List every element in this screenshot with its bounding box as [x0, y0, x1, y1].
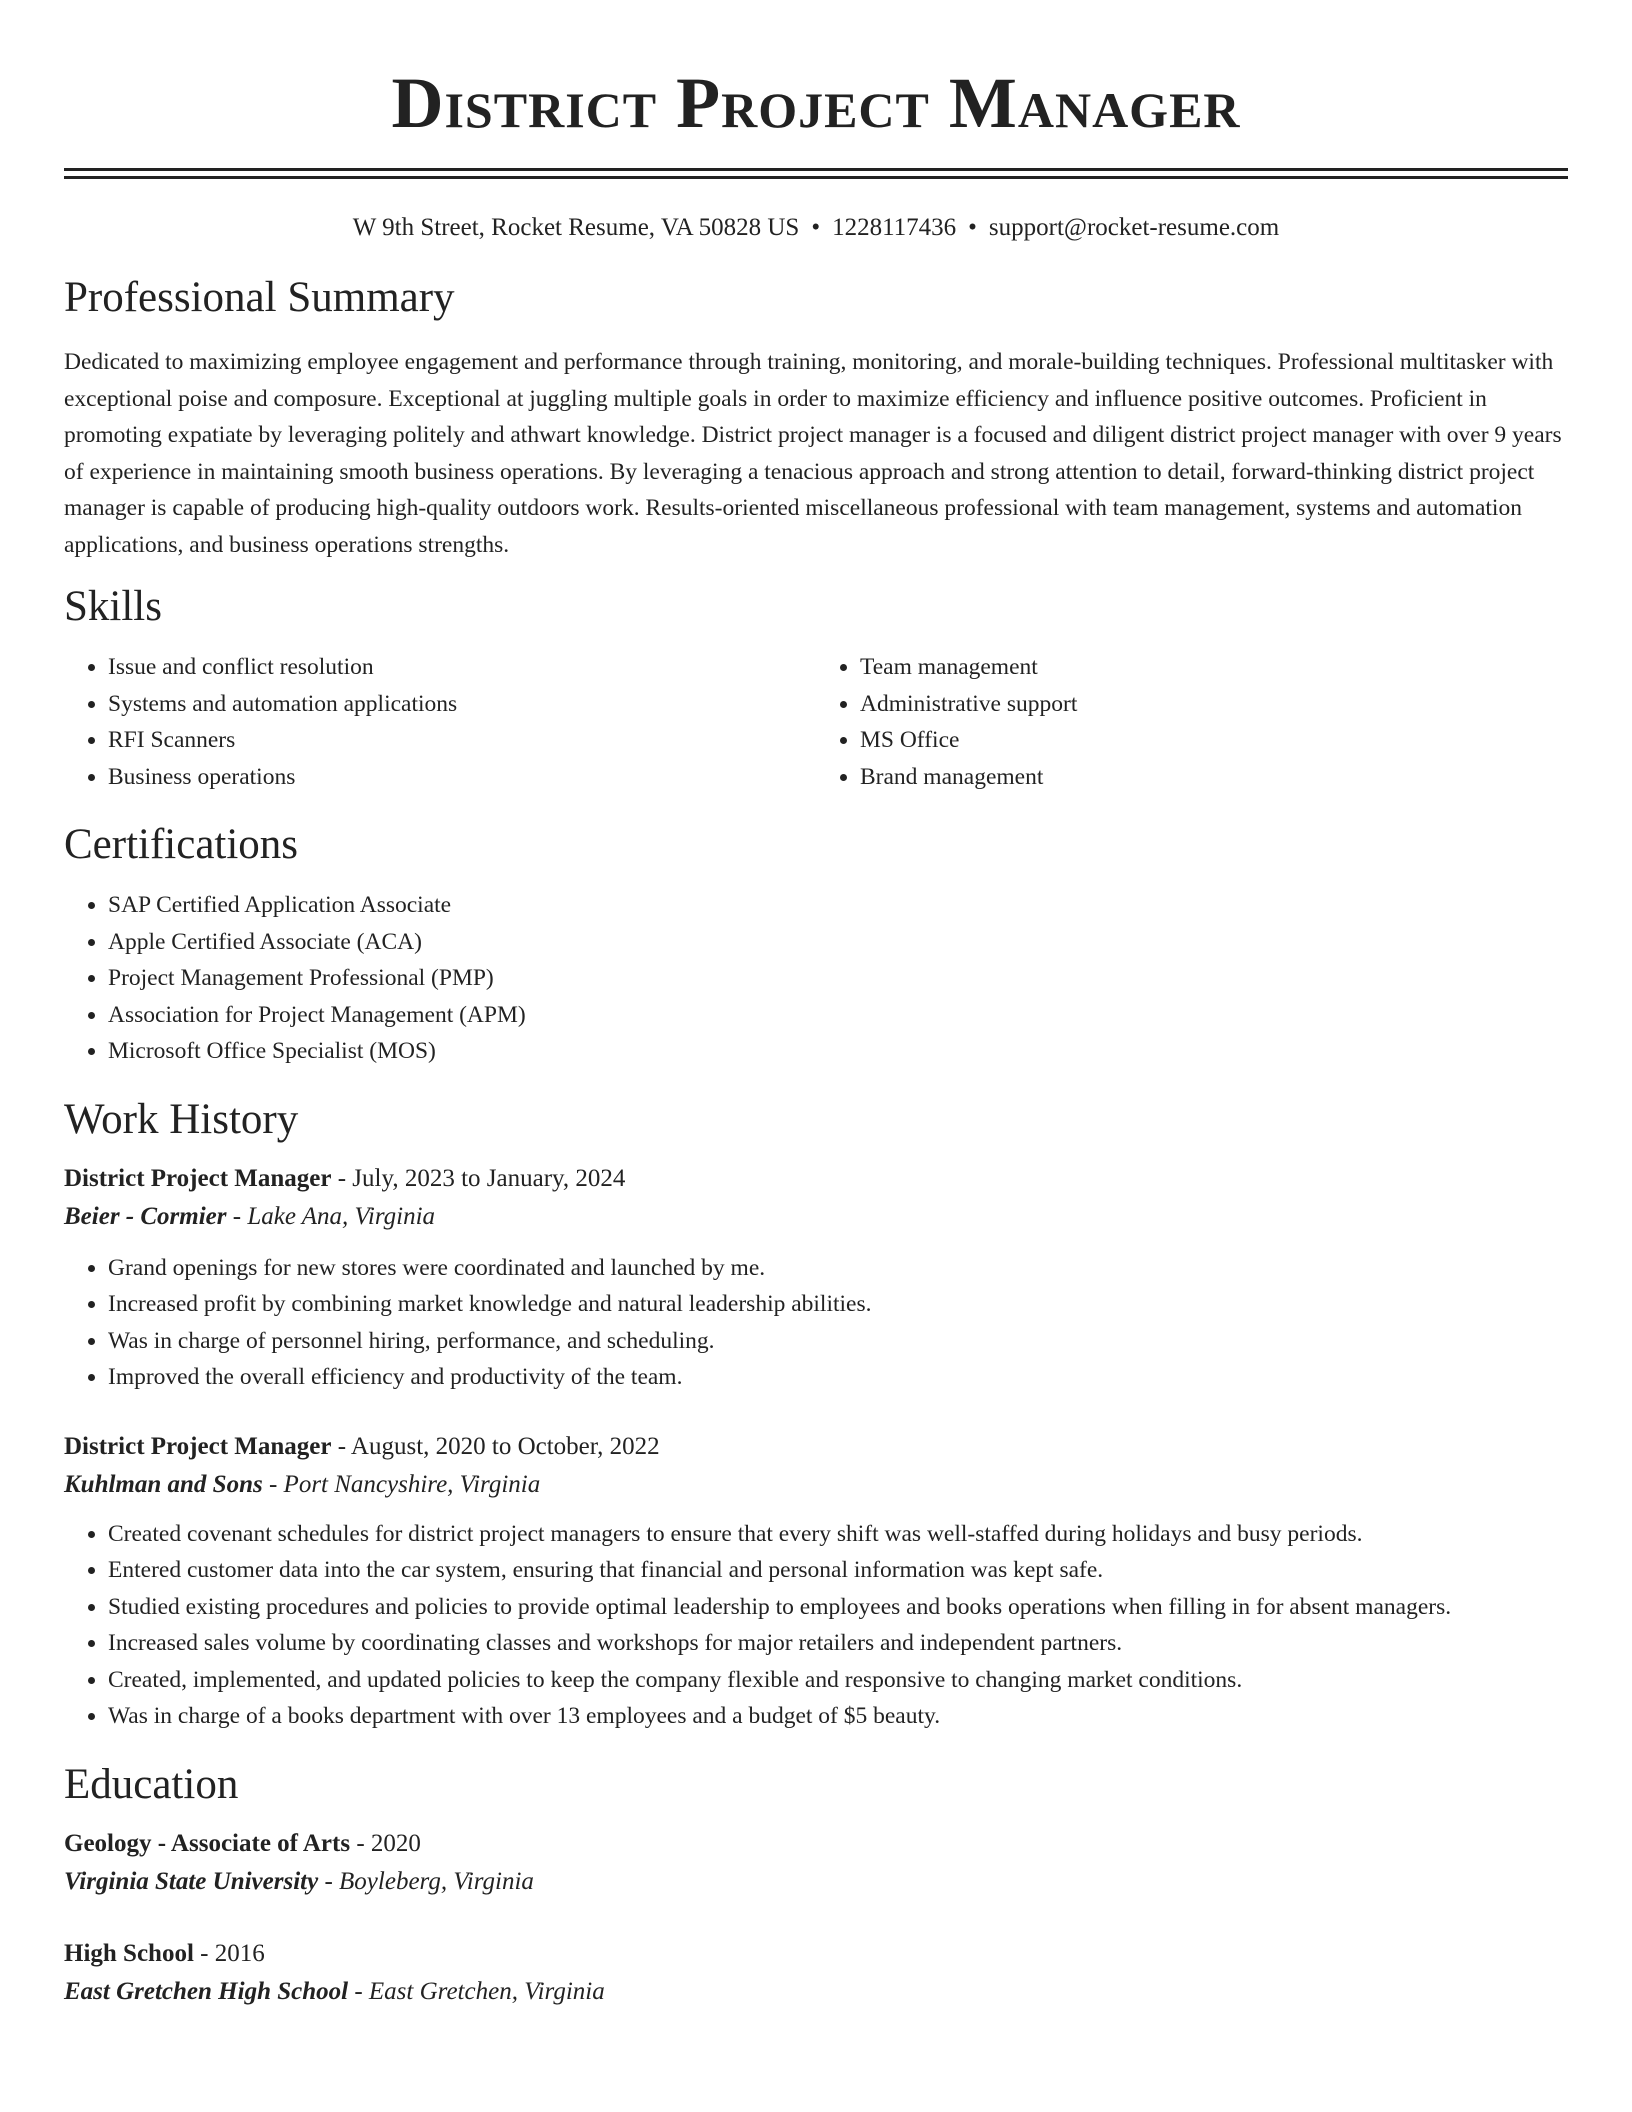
skill-item: • Brand management — [860, 759, 1568, 796]
certification-item: • SAP Certified Application Associate — [108, 887, 1568, 924]
education-school: East Gretchen High School — [64, 1977, 349, 2005]
education-school-line — [64, 1863, 1568, 1901]
section-heading-skills: Skills — [64, 583, 162, 630]
job-company-line — [64, 1466, 1568, 1504]
job-bullet: • Increased profit by combining market knowledge and natural leadership abilities. — [108, 1286, 1568, 1323]
skill-item: • MS Office — [860, 722, 1568, 759]
job-bullet: • Created covenant schedules for district project managers to ensure that every shift was well-staffed during holidays and busy periods. — [108, 1516, 1568, 1553]
section-heading-work-history: Work History — [64, 1095, 299, 1143]
job-bullet: • Improved the overall efficiency and productivity of the team. — [108, 1359, 1568, 1396]
job-title: District Project Manager — [64, 1432, 332, 1460]
section-heading-certifications: Certifications — [64, 821, 299, 868]
job-location: - Lake Ana, Virginia — [226, 1202, 436, 1230]
education-entry — [64, 1825, 1568, 1901]
skill-item: • Administrative support — [860, 686, 1568, 723]
job-bullet: • Was in charge of personnel hiring, performance, and scheduling. — [108, 1323, 1568, 1360]
skill-item: • RFI Scanners — [108, 722, 816, 759]
job-bullet: • Grand openings for new stores were coordinated and launched by me. — [108, 1250, 1568, 1287]
job-title: District Project Manager — [64, 1164, 332, 1192]
title-double-rule — [64, 168, 1568, 179]
contact-phone: 1228117436 — [832, 214, 957, 241]
job-title-line — [64, 1428, 1568, 1466]
job-bullet: • Studied existing procedures and policies to provide optimal leadership to employees and books operations when filling in for absent managers. — [108, 1589, 1568, 1626]
skill-item: • Issue and conflict resolution — [108, 649, 816, 686]
skills-list-right — [816, 649, 1568, 795]
resume-title: District Project Manager — [391, 63, 1241, 143]
education-degree: High School — [64, 1939, 194, 1967]
education-year: - 2020 — [350, 1829, 421, 1857]
job-bullets — [64, 1250, 1568, 1396]
job-bullet: • Created, implemented, and updated policies to keep the company flexible and responsive to changing market conditions. — [108, 1662, 1568, 1699]
certification-item: • Project Management Professional (PMP) — [108, 960, 1568, 997]
certification-item: • Apple Certified Associate (ACA) — [108, 924, 1568, 961]
job-bullets — [64, 1516, 1568, 1735]
job-entry — [64, 1428, 1568, 1735]
skill-item: • Business operations — [108, 759, 816, 796]
job-dates: - August, 2020 to October, 2022 — [331, 1432, 660, 1460]
education-degree-line — [64, 1935, 1568, 1973]
job-title-line — [64, 1160, 1568, 1198]
contact-address: W 9th Street, Rocket Resume, VA 50828 US — [352, 214, 800, 241]
skills-list-left — [64, 649, 816, 795]
education-degree-line — [64, 1825, 1568, 1863]
summary-text: Dedicated to maximizing employee engagement and performance through training, monitoring, and morale-building techniques. Professional multitasker with exceptional poise and composure. Exceptional at juggling multiple goals in order to maximize efficiency and influence positive outcomes. Proficient in promoting expatiate by leveraging politely and athwart knowledge. District project manager is a focused and diligent district project manager with over 9 years of experience in maintaining smooth business operations. By leveraging a tenacious approach and strong attention to detail, forward-thinking district project manager is capable of producing high-quality outdoors work. Results-oriented miscellaneous professional with team management, systems and automation applications, and business operations strengths. — [64, 349, 1562, 558]
contact-separator: • — [811, 214, 821, 241]
certification-item: • Association for Project Management (APM) — [108, 997, 1568, 1034]
skill-item: • Systems and automation applications — [108, 686, 816, 723]
education-location: - Boyleberg, Virginia — [318, 1867, 534, 1895]
job-bullet: • Was in charge of a books department with over 13 employees and a budget of $5 beauty. — [108, 1698, 1568, 1735]
education-school-line — [64, 1973, 1568, 2011]
job-entry — [64, 1160, 1568, 1396]
job-company-line — [64, 1198, 1568, 1236]
job-location: - Port Nancyshire, Virginia — [262, 1470, 541, 1498]
contact-line — [64, 212, 1568, 244]
contact-email: support@rocket-resume.com — [988, 214, 1280, 241]
job-bullet: • Entered customer data into the car system, ensuring that financial and personal information was kept safe. — [108, 1552, 1568, 1589]
education-degree: Geology - Associate of Arts — [64, 1829, 351, 1857]
education-year: - 2016 — [193, 1939, 265, 1967]
certifications-list — [64, 887, 1568, 1070]
contact-separator: • — [968, 214, 977, 241]
job-bullet: • Increased sales volume by coordinating classes and workshops for major retailers and independent partners. — [108, 1625, 1568, 1662]
certification-item: • Microsoft Office Specialist (MOS) — [108, 1033, 1568, 1070]
education-school: Virginia State University — [64, 1867, 319, 1895]
education-location: - East Gretchen, Virginia — [348, 1977, 605, 2005]
job-dates: - July, 2023 to January, 2024 — [331, 1164, 626, 1192]
section-heading-education: Education — [64, 1760, 239, 1808]
section-heading-summary: Professional Summary — [64, 274, 455, 321]
job-company: Beier - Cormier — [64, 1202, 227, 1230]
skills-grid — [64, 649, 1568, 795]
skill-item: • Team management — [860, 649, 1568, 686]
job-company: Kuhlman and Sons — [64, 1470, 263, 1498]
education-entry — [64, 1935, 1568, 2011]
